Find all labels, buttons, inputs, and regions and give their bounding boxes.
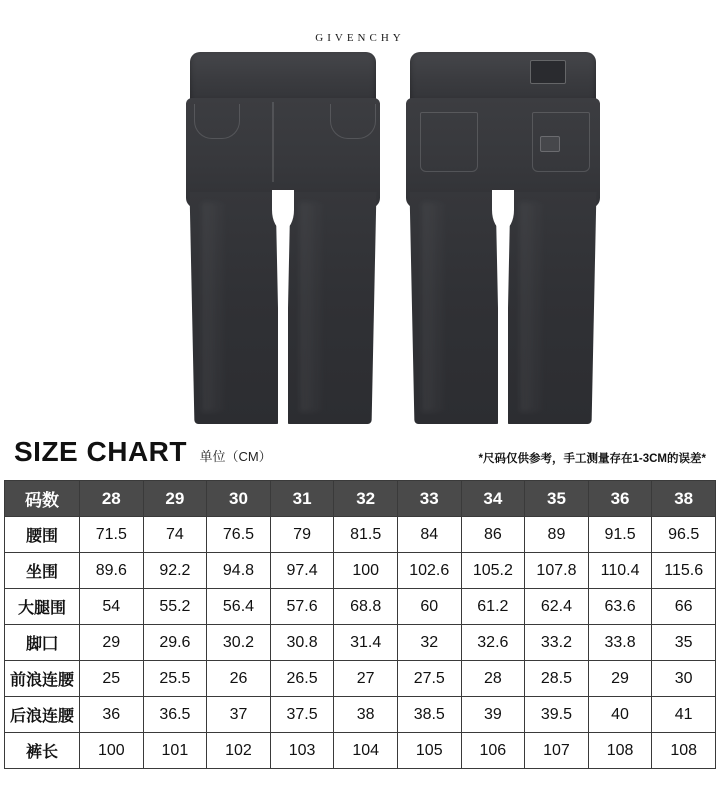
table-cell: 35 [652,625,716,661]
page-title: SIZE CHART [14,436,187,467]
table-cell: 105.2 [461,553,525,589]
table-cell: 29 [588,661,652,697]
table-cell: 30.2 [207,625,271,661]
table-row [5,589,716,625]
column-header-size: 35 [525,481,589,517]
table-cell: 89 [525,517,589,553]
table-row [5,517,716,553]
table-cell: 38.5 [397,697,461,733]
table-cell: 30 [652,661,716,697]
crotch-notch [492,190,514,230]
table-cell: 68.8 [334,589,398,625]
leg-gap [498,228,508,424]
table-cell: 29.6 [143,625,207,661]
table-cell: 38 [334,697,398,733]
fabric-highlight [202,202,228,412]
jeans-front-view [168,52,398,424]
table-cell: 26 [207,661,271,697]
table-cell: 28 [461,661,525,697]
table-row [5,553,716,589]
brand-logo [0,8,720,44]
table-cell: 37 [207,697,271,733]
brand-name: GIVENCHY [315,32,405,44]
table-cell: 33.2 [525,625,589,661]
table-cell: 115.6 [652,553,716,589]
table-cell: 25 [80,661,144,697]
table-cell: 32.6 [461,625,525,661]
table-cell: 76.5 [207,517,271,553]
table-cell: 105 [397,733,461,769]
table-cell: 106 [461,733,525,769]
table-cell: 94.8 [207,553,271,589]
leather-tag-icon [540,136,560,152]
table-row [5,661,716,697]
table-cell: 33.8 [588,625,652,661]
column-header-size: 38 [652,481,716,517]
table-cell: 27 [334,661,398,697]
column-header-size: 31 [270,481,334,517]
table-cell: 71.5 [80,517,144,553]
column-header-size: 29 [143,481,207,517]
table-cell: 36 [80,697,144,733]
table-cell: 39 [461,697,525,733]
table-cell: 60 [397,589,461,625]
table-cell: 79 [270,517,334,553]
table-cell: 92.2 [143,553,207,589]
table-cell: 63.6 [588,589,652,625]
size-chart-header [0,430,720,478]
column-header-size: 36 [588,481,652,517]
table-cell: 66 [652,589,716,625]
table-cell: 41 [652,697,716,733]
row-header-label: 后浪连腰 [5,697,80,733]
fly-seam [272,102,274,182]
crotch-notch [272,190,294,230]
column-header-size: 34 [461,481,525,517]
table-cell: 81.5 [334,517,398,553]
row-header-label: 坐围 [5,553,80,589]
table-cell: 62.4 [525,589,589,625]
table-cell: 74 [143,517,207,553]
table-cell: 97.4 [270,553,334,589]
column-header-size: 32 [334,481,398,517]
table-cell: 25.5 [143,661,207,697]
brand-label-patch [530,60,566,84]
fabric-highlight [300,202,326,412]
table-cell: 57.6 [270,589,334,625]
table-cell: 107 [525,733,589,769]
table-cell: 31.4 [334,625,398,661]
measurement-disclaimer: *尺码仅供参考，手工测量存在1-3CM的误差* [478,453,706,465]
column-header-measure: 码数 [5,481,80,517]
table-head [5,481,716,517]
table-cell: 104 [334,733,398,769]
table-cell: 89.6 [80,553,144,589]
table-cell: 102 [207,733,271,769]
table-cell: 40 [588,697,652,733]
table-cell: 39.5 [525,697,589,733]
brand-monogram-icon:  [343,7,377,29]
front-pocket-right [330,104,376,139]
waistband [410,52,596,104]
size-chart-table [4,480,716,769]
table-cell: 101 [143,733,207,769]
table-cell: 110.4 [588,553,652,589]
table-cell: 28.5 [525,661,589,697]
row-header-label: 前浪连腰 [5,661,80,697]
row-header-label: 大腿围 [5,589,80,625]
column-header-size: 33 [397,481,461,517]
table-row [5,625,716,661]
row-header-label: 腰围 [5,517,80,553]
back-pocket-left [420,112,478,172]
column-header-size: 30 [207,481,271,517]
table-cell: 37.5 [270,697,334,733]
table-cell: 103 [270,733,334,769]
waistband [190,52,376,104]
table-cell: 30.8 [270,625,334,661]
table-cell: 108 [588,733,652,769]
table-cell: 54 [80,589,144,625]
table-row [5,733,716,769]
table-cell: 86 [461,517,525,553]
table-cell: 96.5 [652,517,716,553]
table-cell: 84 [397,517,461,553]
table-cell: 29 [80,625,144,661]
table-cell: 26.5 [270,661,334,697]
column-header-size: 28 [80,481,144,517]
table-body [5,517,716,769]
table-cell: 56.4 [207,589,271,625]
table-header-row [5,481,716,517]
fabric-highlight [520,202,546,412]
front-pocket-left [194,104,240,139]
table-row [5,697,716,733]
table-cell: 107.8 [525,553,589,589]
table-cell: 102.6 [397,553,461,589]
table-cell: 36.5 [143,697,207,733]
fabric-highlight [422,202,448,412]
table-cell: 55.2 [143,589,207,625]
unit-label: 单位（CM） [199,449,272,464]
table-cell: 100 [334,553,398,589]
row-header-label: 脚囗 [5,625,80,661]
jeans-back-view [388,52,618,424]
row-header-label: 裤长 [5,733,80,769]
leg-gap [278,228,288,424]
table-cell: 108 [652,733,716,769]
table-cell: 32 [397,625,461,661]
table-cell: 27.5 [397,661,461,697]
table-cell: 100 [80,733,144,769]
table-cell: 61.2 [461,589,525,625]
table-cell: 91.5 [588,517,652,553]
